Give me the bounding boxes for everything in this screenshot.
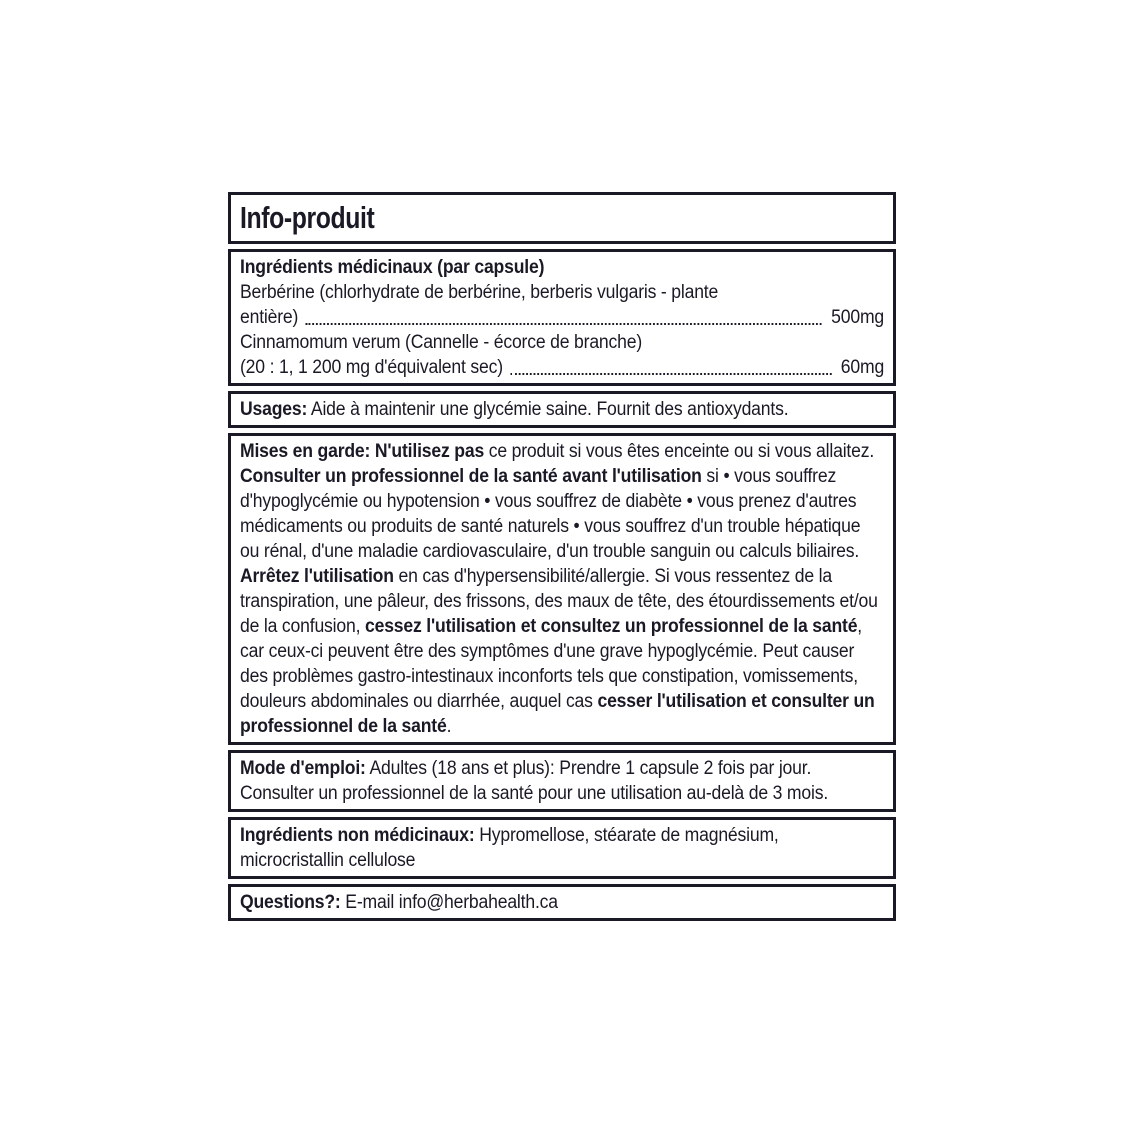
ingredient-name: Berbérine (chlorhydrate de berbérine, berberis vulgaris - plante (240, 282, 719, 303)
dot-leader (510, 373, 831, 375)
section-questions (228, 884, 896, 921)
ingredient-name-continued: entière) (240, 307, 299, 328)
section-usages (228, 391, 896, 428)
page-title: Info-produit (240, 200, 375, 235)
section-title (228, 192, 896, 244)
non-medicinal-text: Ingrédients non médicinaux: Hypromellose, stéarate de magnésium, microcristallin cellulose (240, 825, 779, 871)
ingredient-amount: 500mg (831, 307, 885, 328)
directions-text: Mode d'emploi: Adultes (18 ans et plus): Prendre 1 capsule 2 fois par jour. Consulter un professionnel de la santé pour une utilisation au-delà de 3 mois. (240, 758, 829, 804)
medicinal-ingredients-heading: Ingrédients médicinaux (par capsule) (240, 257, 545, 278)
warnings-text: Mises en garde: N'utilisez pas ce produit si vous êtes enceinte ou si vous allaitez. Consulter un professionnel de la santé avant l'utilisation si • vous souffrez d'hypoglycémie ou hypotension • vous souffrez de diabète • vous prenez d'autres médicaments ou produits de santé naturels • vous souffrez d'un trouble hépatique ou rénal, d'une maladie cardiovasculaire, d'un trouble sanguin ou calculs biliaires. Arrêtez l'utilisation en cas d'hypersensibilité/allergie. Si vous ressentez de la transpiration, une pâleur, des frissons, des maux de tête, des étourdissements et/ou de la confusion, cessez l'utilisation et consultez un professionnel de la santé, car ceux-ci peuvent être des symptômes d'une grave hypoglycémie. Peut causer des problèmes gastro-intestinaux inconforts tels que constipation, vomissements, douleurs abdominales ou diarrhée, auquel cas cesser l'utilisation et consulter un professionnel de la santé. (240, 441, 878, 737)
section-warnings (228, 433, 896, 745)
section-directions (228, 750, 896, 812)
usages-text: Usages: Aide à maintenir une glycémie saine. Fournit des antioxydants. (240, 399, 789, 420)
section-medicinal-ingredients (228, 249, 896, 386)
questions-text: Questions?: E-mail info@herbahealth.ca (240, 892, 558, 913)
product-info-label (228, 192, 896, 926)
ingredient-name-continued: (20 : 1, 1 200 mg d'équivalent sec) (240, 357, 503, 378)
ingredient-name: Cinnamomum verum (Cannelle - écorce de branche) (240, 332, 642, 353)
dot-leader (306, 323, 822, 325)
ingredient-row (240, 280, 884, 330)
section-non-medicinal-ingredients (228, 817, 896, 879)
ingredient-amount: 60mg (840, 357, 885, 378)
ingredient-row (240, 330, 884, 380)
